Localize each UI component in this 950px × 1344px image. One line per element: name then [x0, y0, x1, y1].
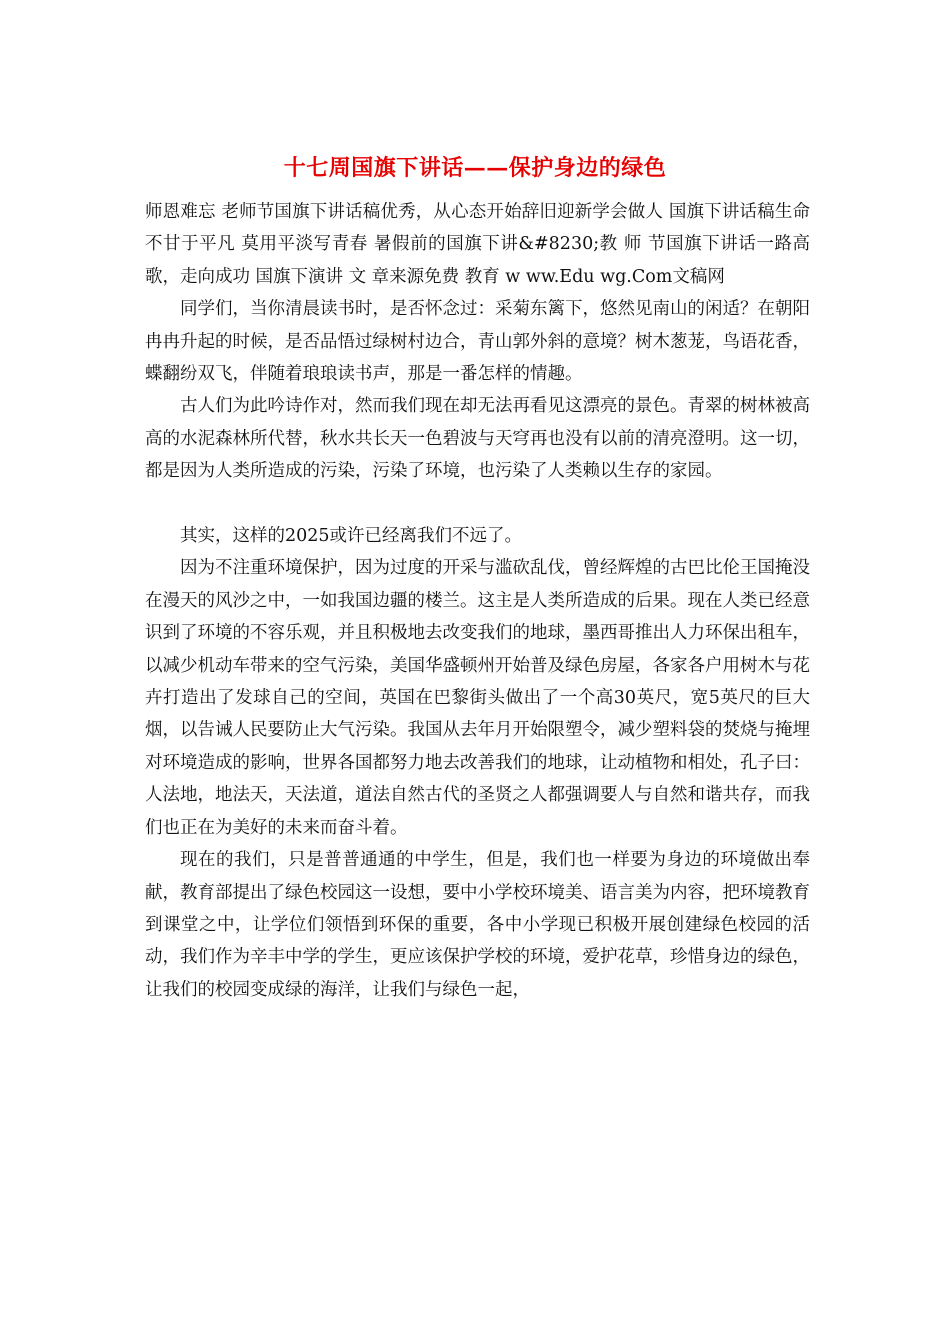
- paragraph-source-line: 师恩难忘 老师节国旗下讲话稿优秀，从心态开始辞旧迎新学会做人 国旗下讲话稿生命不甘于平凡 莫用平淡写青春 暑假前的国旗下讲&#8230;教 师 节国旗下讲话一路高歌，走向成功 国旗下演讲 文 章来源免费 教育 w ww.Edu wg.Com文稿网: [145, 202, 810, 287]
- document-body: [145, 196, 810, 1006]
- paragraph-intro: 同学们，当你清晨读书时，是否怀念过：采菊东篱下，悠然见南山的闲适？在朝阳冉冉升起的时候，是否品悟过绿树村边合，青山郭外斜的意境？树木葱茏，鸟语花香，蝶翻纷双飞，伴随着琅琅读书声，那是一番怎样的情趣。: [145, 299, 810, 385]
- paragraph-actually: 其实，这样的2025或许已经离我们不远了。: [180, 526, 523, 547]
- paragraph-protection: 因为不注重环境保护，因为过度的开采与滥砍乱伐，曾经辉煌的古巴比伦王国掩没在漫天的风沙之中，一如我国边疆的楼兰。这主是人类所造成的后果。现在人类已经意识到了环境的不容乐观，并且积极地去改变我们的地球，墨西哥推出人力环保出租车，以减少机动车带来的空气污染，美国华盛顿州开始普及绿色房屋，各家各户用树木与花卉打造出了发球自己的空间，英国在巴黎街头做出了一个高30英尺，宽5英尺的巨大烟，以告诫人民要防止大气污染。我国从去年月开始限塑令，减少塑料袋的焚烧与掩埋对环境造成的影响，世界各国都努力地去改善我们的地球，让动植物和相处，孔子曰：人法地，地法天，天法道，道法自然古代的圣贤之人都强调要人与自然和谐共存，而我们也正在为美好的未来而奋斗着。: [145, 558, 810, 838]
- document-title: 十七周国旗下讲话——保护身边的绿色: [283, 155, 667, 181]
- paragraph-students: 现在的我们，只是普普通通的中学生，但是，我们也一样要为身边的环境做出奉献，教育部提出了绿色校园这一设想，要中小学校环境美、语言美为内容，把环境教育到课堂之中，让学位们领悟到环保的重要，各中小学现已积极开展创建绿色校园的活动，我们作为辛丰中学的学生，更应该保护学校的环境，爱护花草，珍惜身边的绿色，让我们的校园变成绿的海洋，让我们与绿色一起，: [145, 850, 810, 1000]
- paragraph-ancients: 古人们为此吟诗作对，然而我们现在却无法再看见这漂亮的景色。青翠的树林被高高的水泥森林所代替，秋水共长天一色碧波与天穹再也没有以前的清亮澄明。这一切，都是因为人类所造成的污染，污染了环境，也污染了人类赖以生存的家园。: [145, 396, 810, 482]
- blank-line: [145, 488, 810, 520]
